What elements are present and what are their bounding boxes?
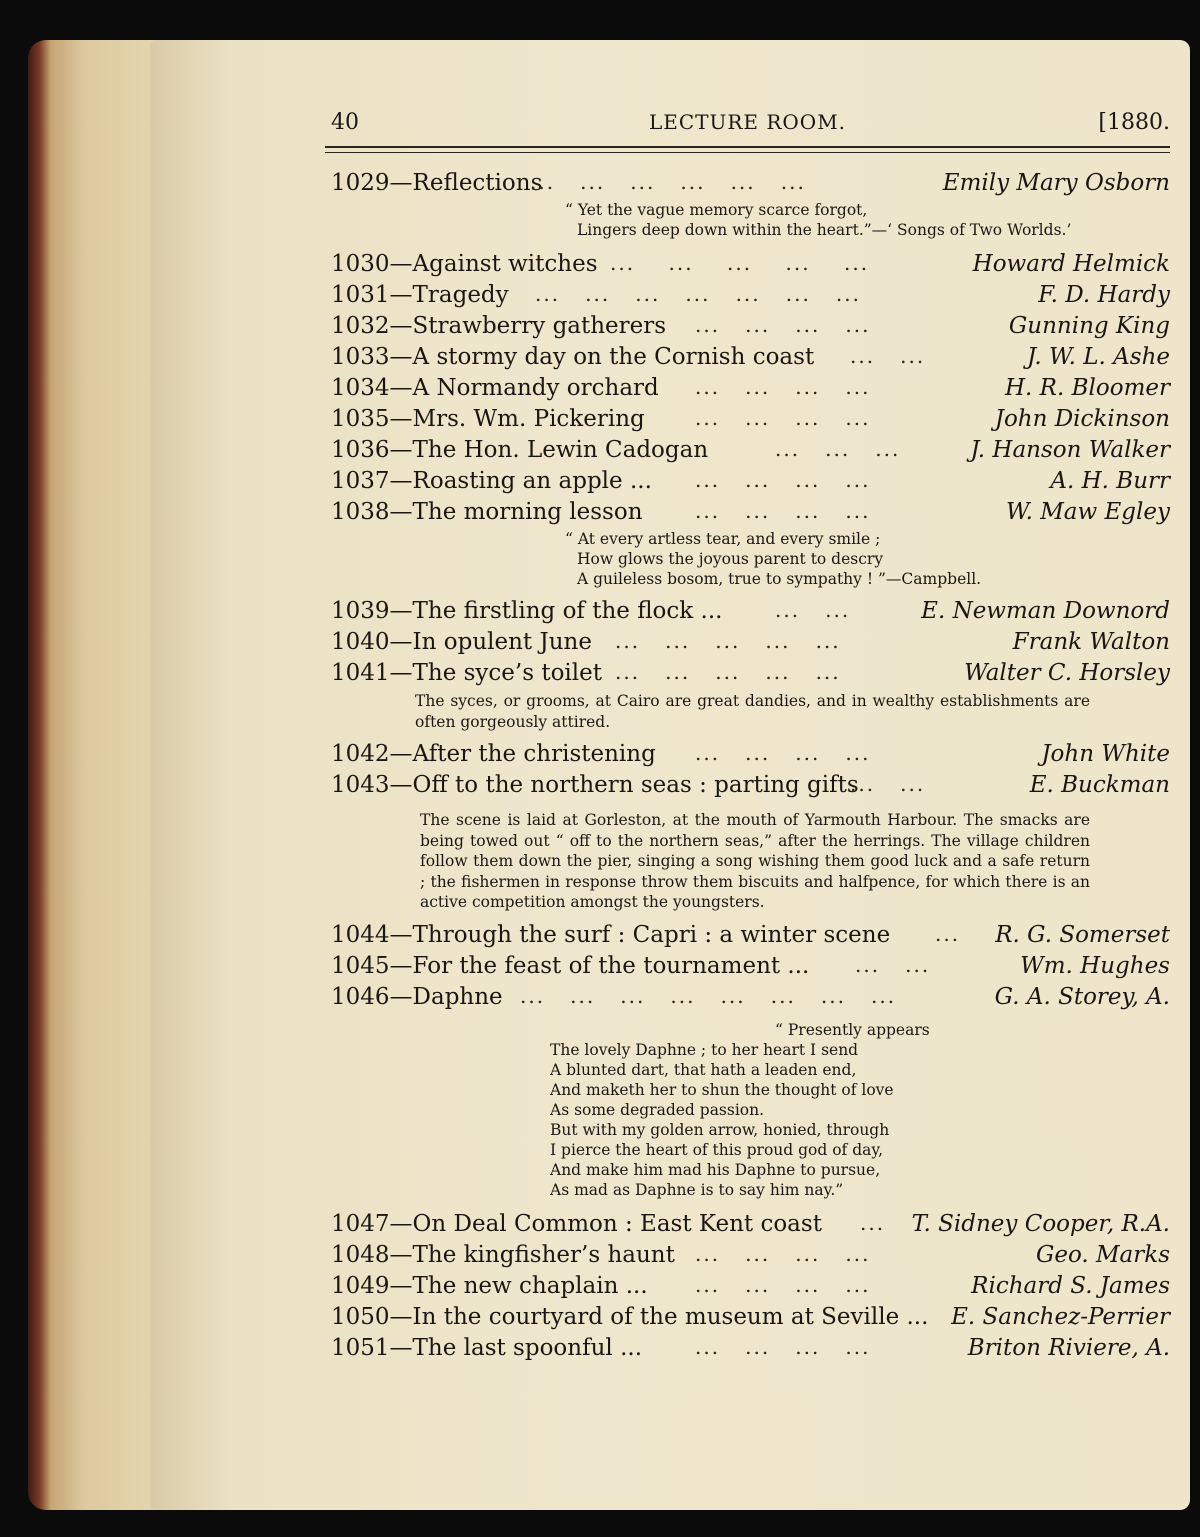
entry-artist: Wm. Hughes [1020, 952, 1170, 979]
leader-dots: ... ... ... [775, 437, 901, 461]
entry-artist: Richard S. James [971, 1272, 1170, 1299]
entry-artist: Howard Helmick [972, 251, 1170, 277]
entry-number: 1029 [331, 170, 390, 196]
catalogue-entry: 1050—In the courtyard of the museum at Seville ... E. Sanchez-Perrier [331, 1303, 1170, 1330]
leader-dots: ... [935, 921, 961, 946]
quote-line: “ Yet the vague memory scarce forgot, [565, 201, 868, 219]
catalogue-entry: 1047—On Deal Common : East Kent coast ... T. Sidney Cooper, R.A. [331, 1210, 1170, 1237]
entry-title: Tragedy [412, 282, 509, 308]
entry-artist: Walter C. Horsley [964, 660, 1170, 686]
leader-dots: ... ... ... ... ... ... ... ... [520, 983, 897, 1008]
leader-dots: ... ... ... ... ... [615, 660, 841, 684]
quote-line: “ Presently appears [775, 1020, 930, 1039]
leader-dots: ... ... ... ... ... ... [530, 170, 806, 194]
catalogue-entry: 1042—After the christening ... ... ... ... John White [331, 741, 1170, 767]
leader-dots: ... ... ... ... ... [615, 629, 841, 653]
leader-dots: ... ... [850, 344, 926, 368]
quote-line: Lingers deep down within the heart.”—‘ Songs of Two Worlds.’ [577, 221, 1072, 239]
catalogue-entry: 1033—A stormy day on the Cornish coast ... ... J. W. L. Ashe [331, 344, 1170, 370]
entry-artist: E. Sanchez-Perrier [951, 1303, 1170, 1330]
catalogue-entry: 1030—Against witches ... ... ... ... ... Howard Helmick [331, 251, 1170, 277]
entry-title: Mrs. Wm. Pickering [412, 406, 645, 432]
catalogue-entry: 1032—Strawberry gatherers ... ... ... ... Gunning King [331, 313, 1170, 339]
entry-title: Roasting an apple [412, 468, 623, 494]
catalogue-entry: 1044—Through the surf : Capri : a winter scene ... R. G. Somerset [331, 921, 1170, 948]
quote-line: As some degraded passion. [550, 1100, 765, 1119]
catalogue-entry: 1036—The Hon. Lewin Cadogan ... ... ... J. Hanson Walker [331, 437, 1170, 463]
entry-artist: Gunning King [1008, 313, 1170, 339]
entry-title: The syce’s toilet [412, 660, 602, 686]
entry-title: A stormy day on the Cornish coast [412, 344, 815, 370]
entry-artist: W. Maw Egley [1006, 499, 1170, 525]
entry-number: 1036 [331, 437, 390, 463]
entry-title: Through the surf : Capri : a winter scene [412, 921, 891, 948]
catalogue-entry: 1038—The morning lesson ... ... ... ... W. Maw Egley [331, 499, 1170, 525]
entry-title: For the feast of the tournament [412, 952, 781, 979]
header-rule [325, 146, 1170, 153]
entry-artist: John Dickinson [994, 406, 1170, 432]
entry-number: 1043 [331, 772, 390, 798]
entry-number: 1040 [331, 629, 390, 655]
entry-artist: A. H. Burr [1050, 468, 1170, 494]
entry-title: The morning lesson [412, 499, 643, 525]
entry-title: In the courtyard of the museum at Seville [412, 1303, 900, 1330]
catalogue-entry: 1045—For the feast of the tournament ... ... ... Wm. Hughes [331, 952, 1170, 979]
entry-artist: John White [1041, 741, 1170, 767]
entry-artist: J. Hanson Walker [970, 437, 1170, 463]
entry-note: The syces, or grooms, at Cairo are great dandies, and in wealthy establishments are often gorgeously attired. [415, 692, 1090, 731]
quote-line: I pierce the heart of this proud god of day, [550, 1140, 883, 1159]
entry-number: 1045 [331, 952, 390, 979]
entry-title: In opulent June [412, 629, 592, 655]
section-title: LECTURE ROOM. [648, 110, 847, 134]
entry-artist: E. Newman Downord [921, 598, 1170, 624]
entry-artist: R. G. Somerset [995, 921, 1170, 948]
quote-line: The lovely Daphne ; to her heart I send [550, 1040, 859, 1059]
leader-dots: ... ... ... ... [695, 499, 871, 523]
leader-dots: ... ... [855, 952, 931, 977]
entry-number: 1039 [331, 598, 390, 624]
quote-line: “ At every artless tear, and every smile ; [565, 530, 881, 548]
entry-artist: Emily Mary Osborn [942, 170, 1170, 196]
entry-number: 1032 [331, 313, 390, 339]
leader-dots: ... ... ... ... ... [610, 251, 870, 275]
entry-number: 1049 [331, 1272, 390, 1299]
page-number: 40 [331, 110, 359, 135]
entry-number: 1034 [331, 375, 390, 401]
catalogue-entry: 1043—Off to the northern seas : parting gifts ... ... E. Buckman [331, 772, 1170, 798]
leader-dots: ... ... ... ... [695, 1241, 871, 1266]
entry-number: 1051 [331, 1334, 390, 1361]
entry-artist: G. A. Storey, A. [994, 983, 1170, 1010]
entry-artist: H. R. Bloomer [1005, 375, 1170, 401]
entry-number: 1037 [331, 468, 390, 494]
entry-number: 1050 [331, 1303, 390, 1330]
entry-title: The kingfisher’s haunt [412, 1241, 675, 1268]
catalogue-entry: 1034—A Normandy orchard ... ... ... ... H. R. Bloomer [331, 375, 1170, 401]
entry-title: Reflections [412, 170, 543, 196]
year-label: [1880. [1098, 110, 1170, 135]
entry-number: 1035 [331, 406, 390, 432]
entry-number: 1038 [331, 499, 390, 525]
entry-number: 1044 [331, 921, 390, 948]
entry-quote [325, 529, 1170, 589]
entry-title: Daphne [412, 983, 503, 1010]
leader-dots: ... ... ... ... [695, 1272, 871, 1297]
leader-dots: ... ... ... ... [695, 741, 871, 765]
leader-dots: ... ... ... ... [695, 375, 871, 399]
entry-title: Off to the northern seas : parting gifts [412, 772, 859, 798]
entry-number: 1033 [331, 344, 390, 370]
entry-number: 1046 [331, 983, 390, 1010]
entry-title: The last spoonful [412, 1334, 613, 1361]
catalogue-entry: 1037—Roasting an apple ... ... ... ... ... A. H. Burr [331, 468, 1170, 494]
entry-number: 1047 [331, 1210, 390, 1237]
quote-line: But with my golden arrow, honied, through [550, 1120, 890, 1139]
entry-number: 1031 [331, 282, 390, 308]
entry-artist: E. Buckman [1029, 772, 1170, 798]
quote-line: As mad as Daphne is to say him nay.” [550, 1180, 844, 1199]
entry-artist: F. D. Hardy [1038, 282, 1170, 308]
entry-title: On Deal Common : East Kent coast [412, 1210, 822, 1237]
quote-line: How glows the joyous parent to descry [577, 550, 884, 568]
quote-line: A blunted dart, that hath a leaden end, [550, 1060, 857, 1079]
entry-title: The firstling of the flock [412, 598, 694, 624]
catalogue-entry: 1051—The last spoonful ... ... ... ... ... Briton Riviere, A. [331, 1334, 1170, 1361]
catalogue-entry: 1049—The new chaplain ... ... ... ... ... Richard S. James [331, 1272, 1170, 1299]
entry-number: 1048 [331, 1241, 390, 1268]
catalogue-entry: 1041—The syce’s toilet ... ... ... ... ... Walter C. Horsley [331, 660, 1170, 686]
entry-artist: T. Sidney Cooper, R.A. [911, 1210, 1170, 1237]
entry-title: Against witches [412, 251, 598, 277]
entry-title: A Normandy orchard [412, 375, 659, 401]
leader-dots: ... ... ... ... ... ... ... [535, 282, 861, 306]
entry-number: 1030 [331, 251, 390, 277]
entry-artist: Geo. Marks [1035, 1241, 1170, 1268]
leader-dots: ... ... [850, 772, 926, 796]
entry-artist: Briton Riviere, A. [967, 1334, 1170, 1361]
leader-dots: ... [860, 1210, 886, 1235]
entry-quote [325, 200, 1170, 240]
leader-dots: ... ... ... ... [695, 1334, 871, 1359]
quote-line: And make him mad his Daphne to pursue, [550, 1160, 881, 1179]
quote-line: A guileless bosom, true to sympathy ! ”—Campbell. [577, 570, 982, 588]
leader-dots: ... ... [775, 598, 851, 622]
catalogue-entry: 1039—The firstling of the flock ... ... ... E. Newman Downord [331, 598, 1170, 624]
catalogue-entry: 1035—Mrs. Wm. Pickering ... ... ... ... John Dickinson [331, 406, 1170, 432]
catalogue-entry: 1046—Daphne ... ... ... ... ... ... ... ... G. A. Storey, A. [331, 983, 1170, 1010]
entry-title: The new chaplain [412, 1272, 619, 1299]
leader-dots: ... ... ... ... [695, 468, 871, 492]
quote-line: And maketh her to shun the thought of love [550, 1080, 894, 1099]
entry-artist: Frank Walton [1012, 629, 1170, 655]
catalogue-entry: 1029—Reflections ... ... ... ... ... ... Emily Mary Osborn [331, 170, 1170, 196]
entry-number: 1042 [331, 741, 390, 767]
entry-number: 1041 [331, 660, 390, 686]
entry-quote [325, 1020, 1170, 1200]
running-header [325, 100, 1170, 140]
catalogue-entry: 1048—The kingfisher’s haunt ... ... ... ... Geo. Marks [331, 1241, 1170, 1268]
entry-title: Strawberry gatherers [412, 313, 667, 339]
leader-dots: ... ... ... ... [695, 313, 871, 337]
entry-title: The Hon. Lewin Cadogan [412, 437, 709, 463]
page-content [325, 100, 1170, 1363]
entry-artist: J. W. L. Ashe [1026, 344, 1170, 370]
entry-title: After the christening [412, 741, 656, 767]
leader-dots: ... ... ... ... [695, 406, 871, 430]
entry-note: The scene is laid at Gorleston, at the mouth of Yarmouth Harbour. The smacks are being towed out “ off to the northern seas,” after the herrings. The village children follow them down the pier, singing a song wishing them good luck and a safe return ; the fishermen in response throw them biscuits and halfpence, for which there is an active competition amongst the youngsters. [420, 811, 1090, 911]
catalogue-entry: 1031—Tragedy ... ... ... ... ... ... ... F. D. Hardy [331, 282, 1170, 308]
catalogue-entry: 1040—In opulent June ... ... ... ... ... Frank Walton [331, 629, 1170, 655]
